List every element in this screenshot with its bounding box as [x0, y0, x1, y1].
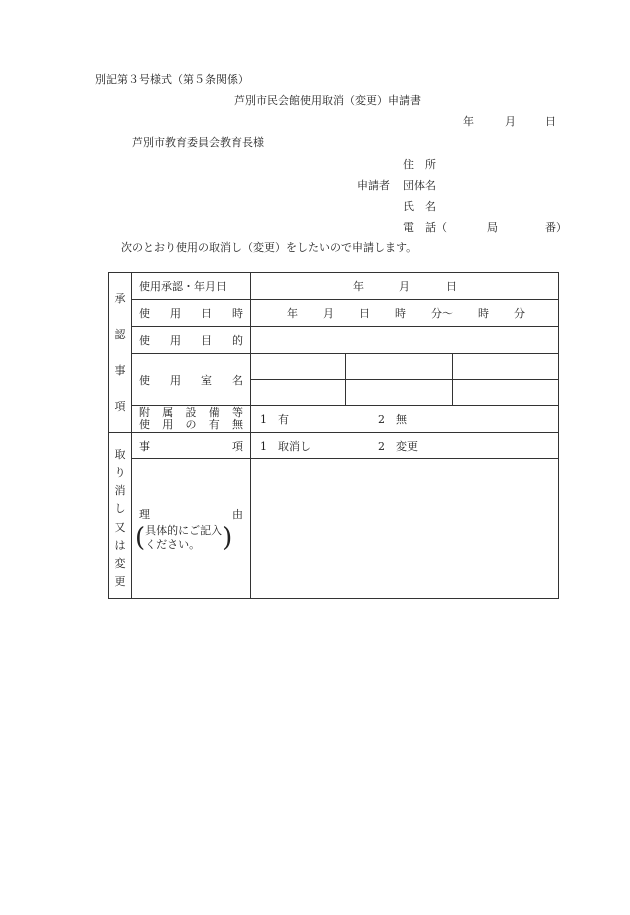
- application-table: [108, 272, 559, 599]
- reason-note-line1: 具体的にご記入: [145, 524, 223, 537]
- applicant-phone-kyoku: 局: [487, 221, 498, 234]
- applicant-phone-label: 電 話（: [403, 221, 447, 234]
- intro-text: 次のとおり使用の取消し（変更）をしたいので申請します。: [121, 241, 418, 254]
- item-option-cancel[interactable]: 1 取消し: [260, 439, 311, 453]
- item-label: 事 項: [132, 433, 251, 459]
- approval-section-header: 承 認 事 項: [109, 273, 132, 433]
- item-options: [251, 433, 559, 459]
- room-field-5[interactable]: [346, 380, 453, 406]
- submission-date: [463, 116, 556, 127]
- purpose-label: 使 用 目 的: [132, 327, 251, 354]
- applicant-name-label: 氏 名: [403, 200, 436, 213]
- reason-label: 理 由 ( 具体的にご記入 ください。 ): [132, 459, 251, 599]
- room-field-4[interactable]: [251, 380, 346, 406]
- equipment-label: 附 属 設 備 等 使 用 の 有 無: [132, 406, 251, 433]
- equipment-option-no[interactable]: 2 無: [378, 413, 407, 426]
- date-month: 月: [505, 115, 516, 128]
- applicant-prefix: 申請者: [357, 179, 390, 192]
- reason-note-line2: ください。: [145, 537, 201, 551]
- form-number: 別記第３号様式（第５条関係）: [95, 73, 249, 86]
- room-field-1[interactable]: [251, 354, 346, 380]
- applicant-address-label: 住 所: [403, 158, 436, 171]
- document-title: 芦別市民会館使用取消（変更）申請書: [234, 94, 421, 107]
- room-field-2[interactable]: [346, 354, 453, 380]
- use-datetime-cell: 年 月 日 時 分〜 時 分: [251, 300, 559, 327]
- change-section-header: 取 り 消 し 又 は 変 更: [109, 433, 132, 599]
- date-day: 日: [545, 115, 556, 128]
- applicant-phone-ban: 番）: [545, 221, 567, 234]
- paren-open: (: [135, 522, 146, 553]
- addressee: 芦別市教育委員会教育長様: [132, 136, 264, 149]
- applicant-group-label: 団体名: [403, 179, 436, 192]
- purpose-field[interactable]: [251, 327, 559, 354]
- paren-close: ): [222, 522, 233, 553]
- item-option-change[interactable]: 2 変更: [378, 439, 418, 453]
- room-label: 使 用 室 名: [132, 354, 251, 406]
- equipment-option-yes[interactable]: 1 有: [260, 413, 289, 426]
- reason-field[interactable]: [251, 459, 559, 599]
- approval-date-label: 使用承認・年月日: [132, 273, 251, 300]
- approval-date-cell: 年 月 日: [251, 273, 559, 300]
- room-field-3[interactable]: [453, 354, 559, 380]
- equipment-options: [251, 406, 559, 433]
- use-datetime-label: 使 用 日 時: [132, 300, 251, 327]
- room-field-6[interactable]: [453, 380, 559, 406]
- date-year: 年: [463, 115, 474, 128]
